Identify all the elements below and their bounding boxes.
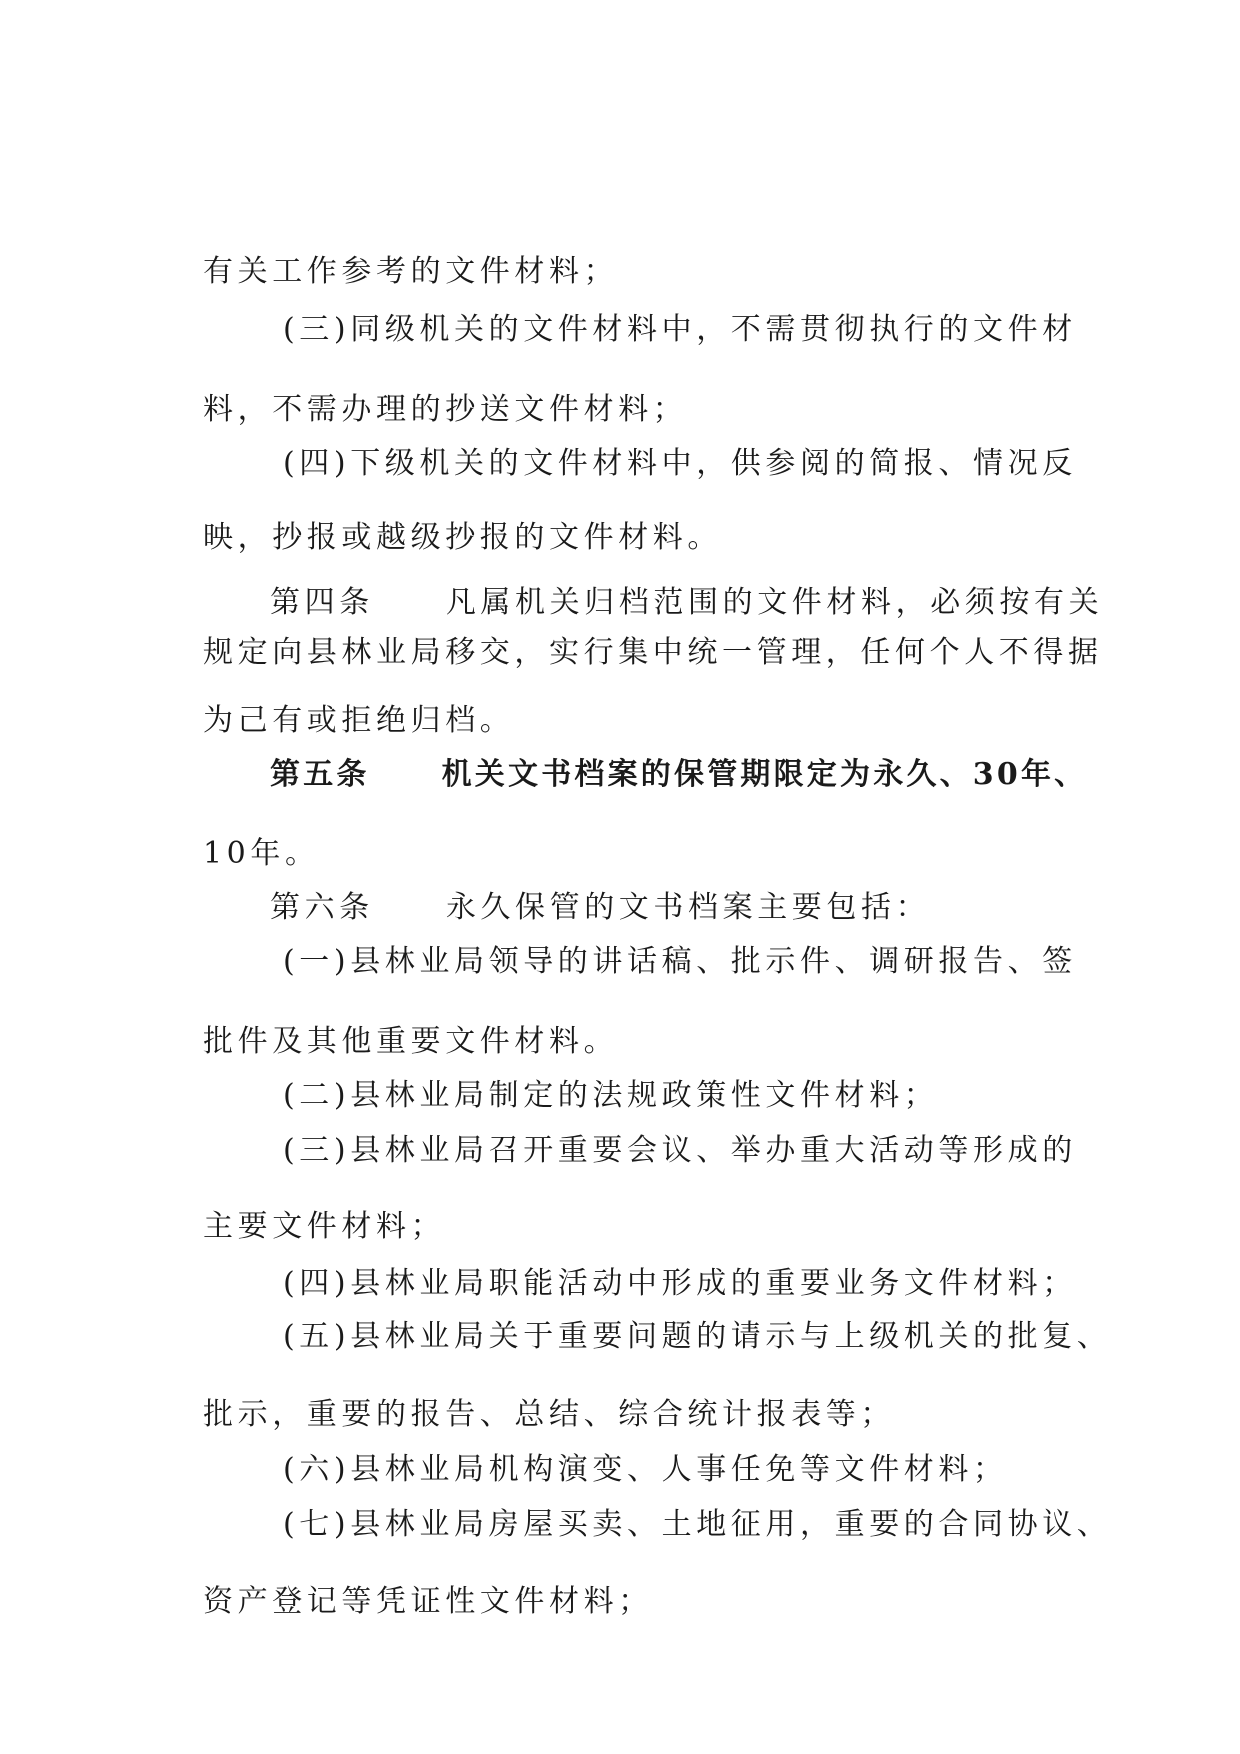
- text-line: 主要文件材料；: [203, 1209, 446, 1244]
- text-line: 规定向县林业局移交，实行集中统一管理，任何个人不得据: [203, 635, 1103, 670]
- clause-line: (二)县林业局制定的法规政策性文件材料；: [283, 1078, 939, 1113]
- article-text: 永久保管的文书档案主要包括：: [445, 890, 931, 925]
- article-4: [270, 583, 1103, 623]
- text-line: 资产登记等凭证性文件材料；: [203, 1584, 653, 1619]
- text-line: 10年。: [203, 836, 320, 871]
- article-6: [270, 888, 930, 928]
- article-number: 第五条: [270, 757, 370, 792]
- article-5: [270, 755, 1087, 795]
- article-number: 第四条: [270, 585, 374, 620]
- clause-line: (七)县林业局房屋买卖、土地征用，重要的合同协议、: [283, 1507, 1112, 1542]
- clause-line: (三)县林业局召开重要会议、举办重大活动等形成的: [283, 1133, 1077, 1168]
- article-text: 凡属机关归档范围的文件材料，必须按有关: [445, 585, 1104, 620]
- text-line: 批示，重要的报告、总结、综合统计报表等；: [203, 1397, 895, 1432]
- clause-line: (一)县林业局领导的讲话稿、批示件、调研报告、签: [283, 944, 1077, 979]
- article-text: 机关文书档案的保管期限定为永久、30年、: [441, 757, 1088, 792]
- clause-line: (五)县林业局关于重要问题的请示与上级机关的批复、: [283, 1319, 1112, 1354]
- clause-line: (四)县林业局职能活动中形成的重要业务文件材料；: [283, 1266, 1077, 1301]
- text-line: 映，抄报或越级抄报的文件材料。: [203, 520, 722, 555]
- clause-line: (三)同级机关的文件材料中，不需贯彻执行的文件材: [283, 312, 1077, 347]
- clause-line: (六)县林业局机构演变、人事任免等文件材料；: [283, 1452, 1008, 1487]
- clause-line: (四)下级机关的文件材料中，供参阅的简报、情况反: [283, 446, 1077, 481]
- article-number: 第六条: [270, 890, 374, 925]
- text-line: 为己有或拒绝归档。: [203, 703, 515, 738]
- text-line: 批件及其他重要文件材料。: [203, 1024, 619, 1059]
- text-line: 有关工作参考的文件材料；: [203, 254, 619, 289]
- text-line: 料，不需办理的抄送文件材料；: [203, 392, 688, 427]
